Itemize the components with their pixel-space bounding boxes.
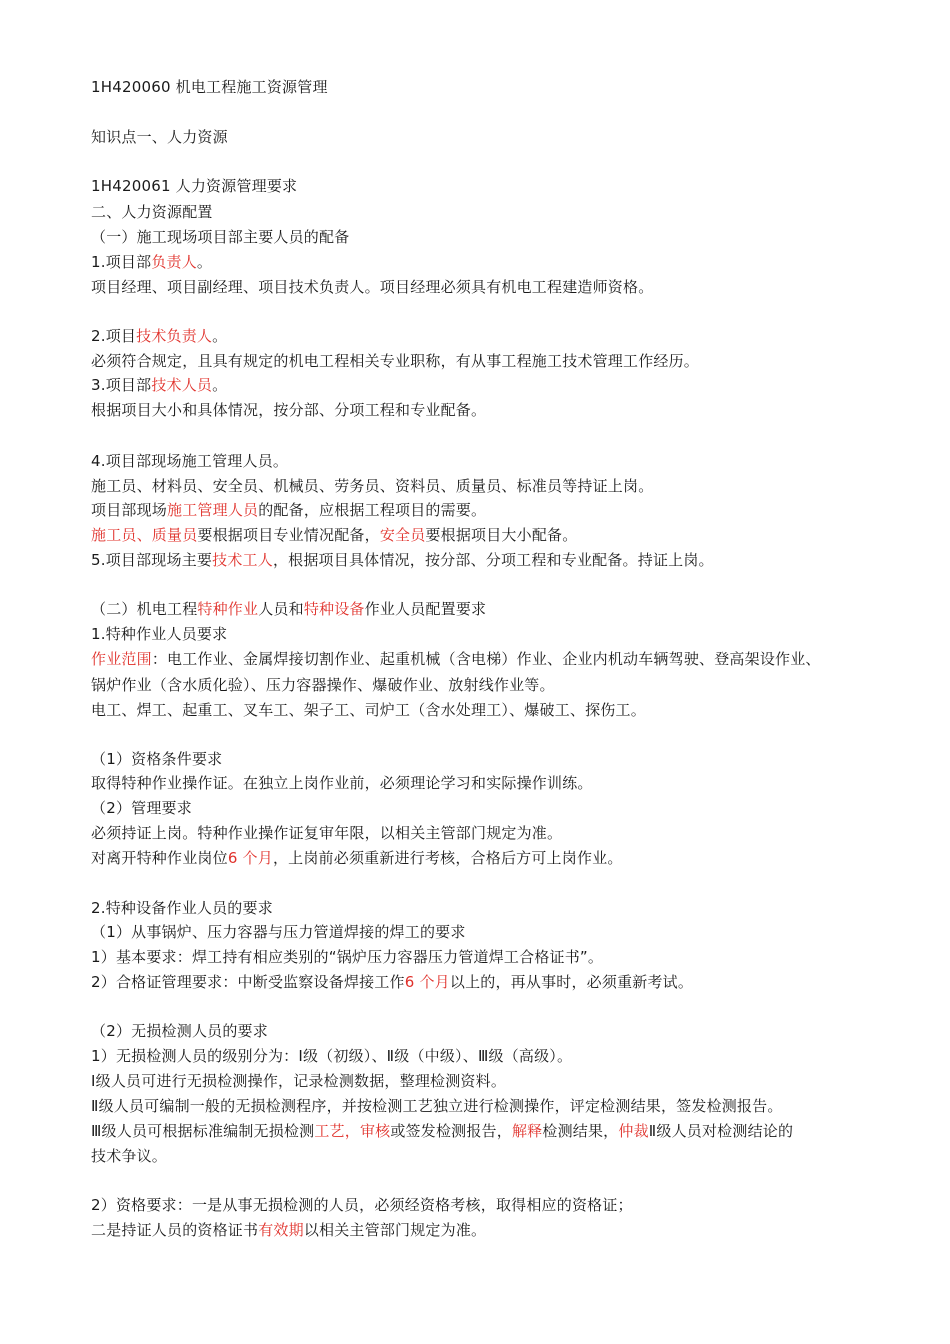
highlighted-term: 工艺，审核: [314, 1122, 391, 1140]
text-segment: 电工、焊工、起重工、叉车工、架子工、司炉工（含水处理工）、爆破工、探伤工。: [91, 701, 646, 719]
text-segment: 1）无损检测人员的级别分为：Ⅰ级（初级）、Ⅱ级（中级）、Ⅲ级（高级）。: [91, 1047, 573, 1065]
text-segment: （1）从事锅炉、压力容器与压力管道焊接的焊工的要求: [91, 923, 466, 941]
doc-line-27: [91, 898, 273, 918]
doc-line-6: [91, 252, 212, 272]
doc-line-22: [91, 749, 222, 769]
doc-line-17: [91, 599, 486, 619]
text-segment: （一）施工现场项目部主要人员的配备: [91, 228, 350, 246]
doc-line-13: [91, 476, 653, 496]
doc-line-3: [91, 176, 297, 196]
text-segment: 要根据项目大小配备。: [425, 526, 578, 544]
text-segment: 项目经理、项目副经理、项目技术负责人。项目经理必须具有机电工程建造师资格。: [91, 278, 654, 296]
highlighted-term: 技术负责人: [136, 327, 213, 345]
doc-line-5: [91, 227, 349, 247]
doc-line-33: [91, 1071, 506, 1091]
text-segment: 二、人力资源配置: [91, 203, 213, 221]
doc-line-4: [91, 202, 213, 222]
text-segment: 施工员、材料员、安全员、机械员、劳务员、资料员、质量员、标准员等持证上岗。: [91, 477, 654, 495]
doc-line-30: [91, 972, 693, 992]
doc-line-28: [91, 922, 466, 942]
doc-line-29: [91, 947, 603, 967]
doc-line-9: [91, 351, 699, 371]
text-segment: 知识点一、人力资源: [91, 128, 228, 146]
doc-line-24: [91, 798, 192, 818]
text-segment: 5.项目部现场主要: [91, 551, 213, 569]
highlighted-term: 有效期: [258, 1221, 304, 1239]
text-segment: 3.项目部: [91, 376, 152, 394]
text-segment: 人员和: [258, 600, 304, 618]
text-segment: 技术争议。: [91, 1147, 168, 1165]
doc-line-23: [91, 773, 593, 793]
text-segment: ：电工作业、金属焊接切割作业、起重机械（含电梯）作业、企业内机动车辆驾驶、登高架设作业、: [151, 650, 821, 668]
highlighted-term: 解释: [511, 1122, 543, 1140]
doc-line-1: [91, 77, 328, 97]
text-segment: 1.特种作业人员要求: [91, 625, 228, 643]
text-segment: 必须符合规定，且具有规定的机电工程相关专业职称，有从事工程施工技术管理工作经历。: [91, 352, 700, 370]
text-segment: 1）基本要求：焊工持有相应类别的“锅炉压力容器压力管道焊工合格证书”。: [91, 948, 604, 966]
highlighted-term: 仲裁: [618, 1122, 649, 1140]
doc-line-35: [91, 1121, 793, 1141]
doc-line-38: [91, 1220, 486, 1240]
text-segment: 必须持证上岗。特种作业操作证复审年限，以相关主管部门规定为准。: [91, 824, 563, 842]
highlighted-term: 技术人员: [151, 376, 213, 394]
text-segment: 4.项目部现场施工管理人员。: [91, 452, 289, 470]
text-segment: 对离开特种作业岗位: [91, 849, 228, 867]
doc-line-14: [91, 500, 486, 520]
doc-line-20: [91, 675, 555, 695]
doc-line-26: [91, 848, 623, 868]
doc-line-19: [91, 649, 821, 669]
text-segment: 根据项目大小和具体情况，按分部、分项工程和专业配备。: [91, 401, 487, 419]
highlighted-term: 施工管理人员: [167, 501, 259, 519]
highlighted-term: 安全员: [379, 526, 426, 544]
doc-line-16: [91, 550, 714, 570]
text-segment: ，上岗前必须重新进行考核，合格后方可上岗作业。: [272, 849, 623, 867]
text-segment: 。: [196, 253, 213, 271]
text-segment: 2）资格要求：一是从事无损检测的人员，必须经资格考核，取得相应的资格证；: [91, 1196, 633, 1214]
doc-line-36: [91, 1146, 167, 1166]
text-segment: Ⅰ级人员可进行无损检测操作，记录检测数据，整理检测资料。: [91, 1072, 507, 1090]
text-segment: 。: [212, 327, 228, 345]
text-segment: 2.特种设备作业人员的要求: [91, 899, 273, 917]
text-segment: 。: [212, 376, 228, 394]
doc-line-37: [91, 1195, 633, 1215]
text-segment: 2.项目: [91, 327, 137, 345]
text-segment: 或签发检测报告，: [390, 1122, 512, 1140]
doc-line-10: [91, 375, 227, 395]
text-segment: 要根据项目专业情况配备，: [197, 526, 380, 544]
text-segment: 项目部现场: [91, 501, 168, 519]
text-segment: 锅炉作业（含水质化验）、压力容器操作、爆破作业、放射线作业等。: [91, 676, 555, 694]
text-segment: 1.项目部: [91, 253, 152, 271]
text-segment: 检测结果，: [542, 1122, 619, 1140]
doc-line-2: [91, 127, 228, 147]
highlighted-term: 特种设备: [303, 600, 365, 618]
doc-line-21: [91, 700, 646, 720]
doc-line-7: [91, 277, 653, 297]
doc-line-8: [91, 326, 227, 346]
text-segment: 以相关主管部门规定为准。: [303, 1221, 487, 1239]
doc-line-25: [91, 823, 562, 843]
text-segment: （1）资格条件要求: [91, 750, 223, 768]
text-segment: （2）无损检测人员的要求: [91, 1022, 268, 1040]
text-segment: ，根据项目具体情况，按分部、分项工程和专业配备。持证上岗。: [272, 551, 714, 569]
doc-line-34: [91, 1096, 783, 1116]
highlighted-term: 施工员、质量员: [91, 526, 198, 544]
highlighted-term: 特种作业: [197, 600, 259, 618]
highlighted-term: 6 个月: [404, 973, 450, 991]
doc-line-18: [91, 624, 227, 644]
doc-line-31: [91, 1021, 268, 1041]
text-segment: 二是持证人员的资格证书: [91, 1221, 259, 1239]
text-segment: Ⅲ级人员可根据标准编制无损检测: [91, 1122, 315, 1140]
text-segment: （2）管理要求: [91, 799, 192, 817]
highlighted-term: 负责人: [151, 253, 197, 271]
doc-line-15: [91, 525, 577, 545]
text-segment: 2）合格证管理要求：中断受监察设备焊接工作: [91, 973, 405, 991]
text-segment: Ⅱ级人员可编制一般的无损检测程序，并按检测工艺独立进行检测操作，评定检测结果，签发检测报告。: [91, 1097, 783, 1115]
highlighted-term: 6 个月: [227, 849, 273, 867]
doc-line-11: [91, 400, 486, 420]
doc-line-32: [91, 1046, 572, 1066]
highlighted-term: 技术工人: [212, 551, 273, 569]
highlighted-term: 作业范围: [91, 650, 152, 668]
text-segment: （二）机电工程: [91, 600, 198, 618]
text-segment: 取得特种作业操作证。在独立上岗作业前，必须理论学习和实际操作训练。: [91, 774, 593, 792]
text-segment: 1H420060 机电工程施工资源管理: [91, 78, 328, 96]
text-segment: 的配备，应根据工程项目的需要。: [258, 501, 487, 519]
text-segment: 以上的，再从事时，必须重新考试。: [449, 973, 694, 991]
doc-line-12: [91, 451, 288, 471]
text-segment: Ⅱ级人员对检测结论的: [648, 1122, 794, 1140]
text-segment: 作业人员配置要求: [364, 600, 487, 618]
text-segment: 1H420061 人力资源管理要求: [91, 177, 298, 195]
